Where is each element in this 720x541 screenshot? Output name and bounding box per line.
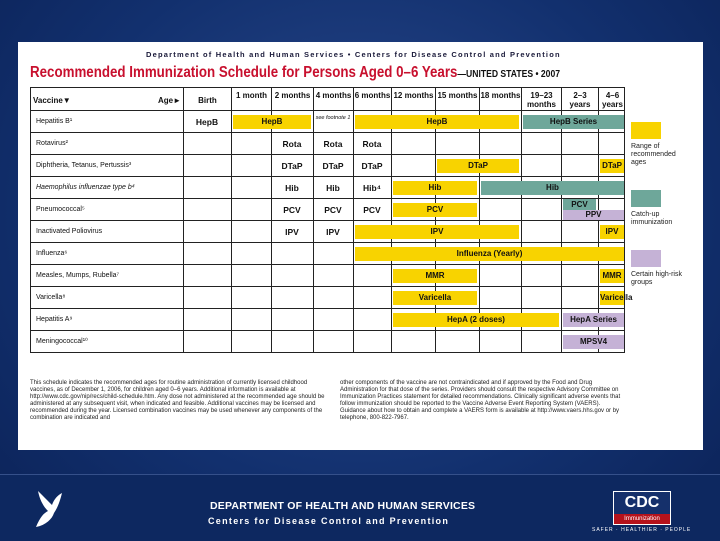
age-column-header: 12 months	[391, 88, 435, 112]
dose-cell: Hib	[326, 183, 340, 193]
schedule-table	[30, 87, 633, 377]
column-divider	[598, 287, 599, 309]
column-divider	[183, 155, 184, 177]
dose-cell: Rota	[323, 139, 343, 149]
recommended-range-bar: HepA (2 doses)	[393, 313, 559, 327]
banner-department: DEPARTMENT OF HEALTH AND HUMAN SERVICES	[210, 500, 476, 512]
recommended-range-bar: DTaP	[600, 159, 624, 173]
legend-label-catchup: Catch-up immunization	[631, 211, 673, 226]
table-row	[30, 133, 625, 155]
column-divider	[391, 155, 392, 177]
dose-cell: Hib	[285, 183, 299, 193]
vaccine-name: Haemophilus influenzae type b⁴	[36, 184, 135, 191]
column-divider	[521, 331, 522, 353]
column-divider	[561, 199, 562, 221]
column-divider	[479, 265, 480, 287]
column-divider	[231, 133, 232, 155]
cdc-logo-sub: Immunization	[614, 514, 670, 524]
banner-cdc: Centers for Disease Control and Prevention	[208, 516, 450, 526]
column-divider	[271, 243, 272, 265]
legend-label-range: Range of recommended ages	[631, 143, 676, 166]
dose-cell: HepB	[195, 117, 219, 127]
recommended-range-bar: HepB	[355, 115, 519, 129]
column-divider	[313, 265, 314, 287]
column-divider	[231, 111, 232, 133]
department-line: Department of Health and Human Services • Centers for Disease Control and Prevention	[146, 50, 561, 59]
column-divider	[561, 221, 562, 243]
recommended-range-bar: Varicella	[600, 291, 624, 305]
column-divider	[353, 287, 354, 309]
recommended-range-bar: IPV	[600, 225, 624, 239]
vaccine-column-header: Vaccine▼	[33, 96, 71, 105]
age-column-header: 4–6 years	[598, 88, 626, 112]
vaccine-name: Hepatitis A⁹	[36, 316, 73, 323]
column-divider	[231, 243, 232, 265]
age-column-header: 4 months	[313, 88, 353, 112]
column-divider	[183, 177, 184, 199]
table-header-row	[30, 87, 625, 111]
column-divider	[353, 265, 354, 287]
legend-swatch-highrisk	[631, 250, 661, 267]
recommended-range-bar: MMR	[600, 269, 624, 283]
vaccine-name: Influenza⁶	[36, 250, 68, 257]
column-divider	[391, 265, 392, 287]
column-divider	[353, 243, 354, 265]
column-divider	[521, 221, 522, 243]
recommended-range-bar: Influenza (Yearly)	[355, 247, 624, 261]
vaccine-name: Pneumococcal⁵	[36, 206, 85, 213]
column-divider	[391, 287, 392, 309]
column-divider	[231, 199, 232, 221]
column-divider	[183, 243, 184, 265]
footnote-left: This schedule indicates the recommended ages for routine administration of currently licensed childhood vaccines, as of December 1, 2006, for children aged 0–6 years. Additional information is available at http://www.cdc.gov/nip/recs/child-schedule.htm. Any dose not administered at the recommended age should be administered at any subsequent visit, when indicated and feasible. Additional vaccines may be licensed and recommended during the year. Licensed combination vaccines may be used whenever any components of the combination are indicated and	[30, 380, 325, 421]
table-row	[30, 199, 625, 221]
catch-up-bar: HepB Series	[523, 115, 624, 129]
vaccine-name: Diphtheria, Tetanus, Pertussis³	[36, 162, 132, 169]
dose-cell: DTaP	[361, 161, 383, 171]
column-divider	[561, 331, 562, 353]
column-divider	[521, 265, 522, 287]
recommended-range-bar: PCV	[393, 203, 477, 217]
column-divider	[231, 331, 232, 353]
vaccine-name: Inactivated Poliovirus	[36, 228, 103, 235]
column-divider	[479, 331, 480, 353]
vaccine-name: Hepatitis B¹	[36, 118, 73, 125]
column-divider	[271, 265, 272, 287]
column-divider	[231, 155, 232, 177]
column-divider	[598, 221, 599, 243]
recommended-range-bar: DTaP	[437, 159, 519, 173]
dose-cell: see footnote 1	[315, 115, 351, 121]
dose-cell: PCV	[324, 205, 342, 215]
recommended-range-bar: HepB	[233, 115, 311, 129]
table-row	[30, 287, 633, 309]
vaccine-name: Meningococcal¹⁰	[36, 338, 88, 345]
catch-up-bar: PCV	[563, 199, 596, 210]
column-divider	[521, 199, 522, 221]
table-row	[30, 309, 625, 331]
age-column-header: 2 months	[271, 88, 313, 112]
recommended-range-bar: Hib	[393, 181, 477, 195]
column-divider	[598, 133, 599, 155]
legend-label-highrisk: Certain high-risk groups	[631, 271, 682, 286]
table-row	[30, 243, 625, 265]
dose-cell: Hib⁴	[363, 183, 381, 193]
recommended-range-bar: IPV	[355, 225, 519, 239]
column-divider	[561, 265, 562, 287]
recommended-range-bar: Varicella	[393, 291, 477, 305]
column-divider	[313, 243, 314, 265]
recommended-range-bar: MMR	[393, 269, 477, 283]
column-divider	[479, 287, 480, 309]
column-divider	[435, 155, 436, 177]
catch-up-bar: Hib	[481, 181, 624, 195]
column-divider	[391, 133, 392, 155]
column-divider	[435, 133, 436, 155]
column-divider	[561, 155, 562, 177]
column-divider	[271, 331, 272, 353]
column-divider	[521, 155, 522, 177]
dose-cell: IPV	[326, 227, 340, 237]
dose-cell: PCV	[283, 205, 301, 215]
bottom-banner	[0, 474, 720, 541]
column-divider	[353, 111, 354, 133]
column-divider	[561, 309, 562, 331]
column-divider	[391, 309, 392, 331]
hhs-eagle-icon	[30, 487, 66, 531]
column-divider	[183, 221, 184, 243]
dose-cell: PCV	[363, 205, 381, 215]
column-divider	[271, 309, 272, 331]
column-divider	[521, 111, 522, 133]
column-divider	[435, 331, 436, 353]
column-divider	[271, 287, 272, 309]
column-divider	[598, 155, 599, 177]
footnote-right: other components of the vaccine are not contraindicated and if approved by the Food and Drug Administration for that dose of the series. Providers should consult the respective Advisory Committee on Immunization Practices statement for detailed recommendations. Clinically significant adverse events that follow immunization should be reported to the Vaccine Adverse Event Reporting System (VAERS). Guidance about how to obtain and complete a VAERS form is available at http://www.vaers.hhs.gov or by telephone, 800-822-7967.	[340, 380, 621, 421]
column-divider	[479, 199, 480, 221]
column-divider	[521, 133, 522, 155]
column-divider	[521, 287, 522, 309]
dose-cell: DTaP	[322, 161, 344, 171]
schedule-sheet	[18, 42, 703, 450]
dose-cell: DTaP	[281, 161, 303, 171]
high-risk-bar: MPSV4	[563, 335, 624, 349]
column-divider	[313, 309, 314, 331]
column-divider	[391, 199, 392, 221]
high-risk-bar: HepA Series	[563, 313, 624, 327]
title-main: Recommended Immunization Schedule for Persons Aged 0–6 Years	[30, 64, 458, 81]
column-divider	[391, 331, 392, 353]
dose-cell: Rota	[362, 139, 382, 149]
column-divider	[313, 331, 314, 353]
table-row	[30, 111, 625, 133]
column-divider	[561, 133, 562, 155]
column-divider	[353, 221, 354, 243]
vaccine-name: Measles, Mumps, Rubella⁷	[36, 272, 120, 279]
column-divider	[183, 287, 184, 309]
age-column-header: 1 month	[231, 88, 271, 112]
high-risk-bar: PPV	[563, 210, 624, 220]
vaccine-name: Varicella⁸	[36, 294, 66, 301]
legend-swatch-range	[631, 122, 661, 139]
column-divider	[231, 265, 232, 287]
dose-cell: Rota	[282, 139, 302, 149]
column-divider	[231, 309, 232, 331]
column-divider	[598, 265, 599, 287]
cdc-logo	[613, 491, 671, 525]
table-row	[30, 221, 625, 243]
age-column-header: 19–23 months	[521, 88, 561, 112]
age-column-header: 6 months	[353, 88, 391, 112]
table-row	[30, 155, 625, 177]
table-row	[30, 331, 625, 353]
column-divider	[391, 177, 392, 199]
column-divider	[353, 331, 354, 353]
column-divider	[313, 287, 314, 309]
table-row	[30, 177, 625, 199]
column-divider	[183, 265, 184, 287]
age-column-header: 15 months	[435, 88, 479, 112]
title-suffix: —UNITED STATES • 2007	[457, 69, 561, 80]
page-title	[30, 64, 560, 82]
age-column-header: 2–3 years	[561, 88, 598, 112]
dose-cell: IPV	[285, 227, 299, 237]
column-divider	[183, 331, 184, 353]
column-divider	[183, 309, 184, 331]
column-divider	[561, 287, 562, 309]
age-column-header: 18 months	[479, 88, 521, 112]
column-divider	[231, 177, 232, 199]
column-divider	[183, 199, 184, 221]
column-divider	[231, 287, 232, 309]
cdc-logo-text: CDC	[614, 492, 670, 514]
legend-swatch-catchup	[631, 190, 661, 207]
column-divider	[479, 177, 480, 199]
column-divider	[479, 133, 480, 155]
column-divider	[183, 133, 184, 155]
age-column-header: Age►	[157, 96, 181, 105]
cdc-tagline: SAFER · HEALTHIER · PEOPLE	[592, 527, 692, 533]
column-divider	[231, 221, 232, 243]
table-row	[30, 265, 625, 287]
vaccine-name: Rotavirus²	[36, 140, 68, 147]
age-column-header: Birth	[183, 88, 231, 112]
column-divider	[353, 309, 354, 331]
